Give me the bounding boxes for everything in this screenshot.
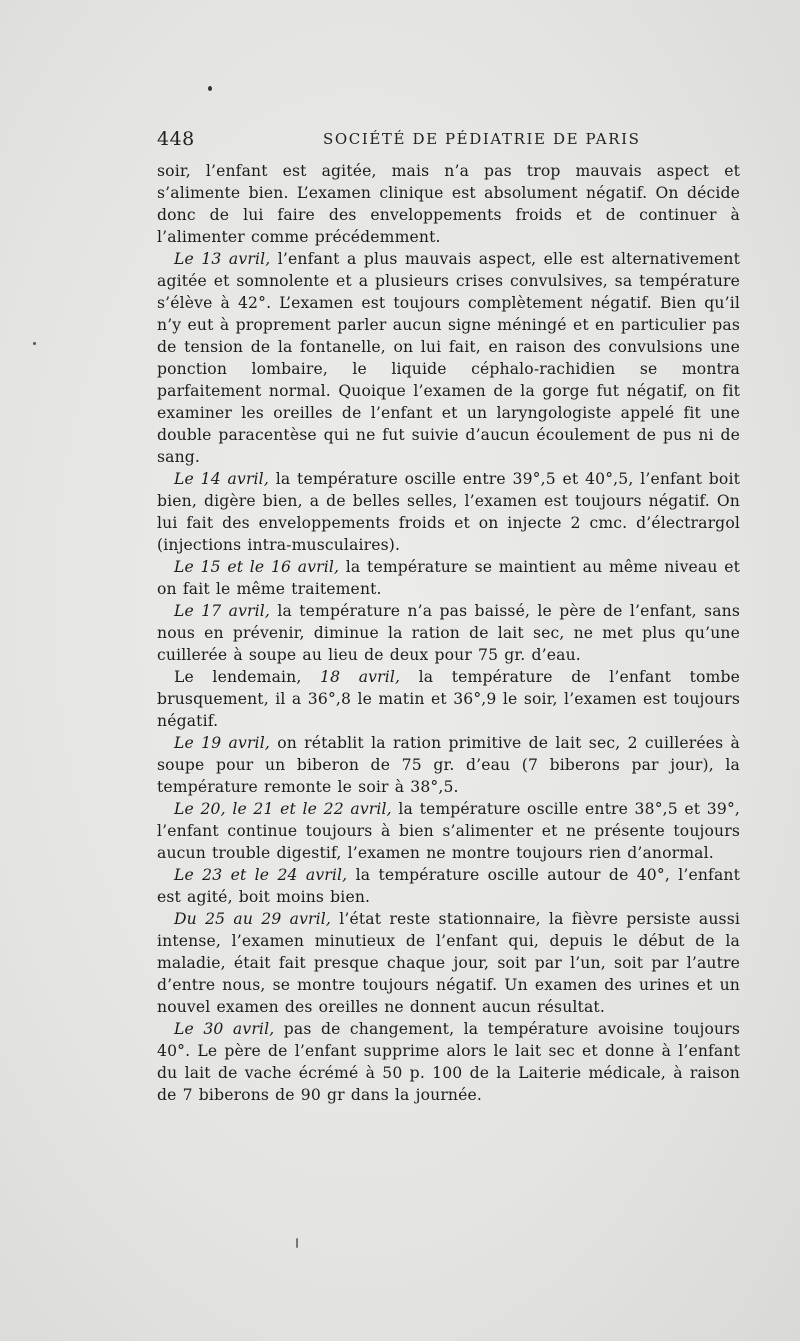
date-label: 18 avril,: [320, 668, 401, 686]
paragraph-text: la température se maintient au même niveau et on fait le même traitement.: [157, 558, 740, 598]
ink-speck: [33, 342, 36, 345]
paragraph-text: pas de changement, la température avoisine toujours 40°. Le père de l’enfant supprime alors le lait sec et donne à l’enfant du lait de vache écrémé à 50 p. 100 de la Laiterie médicale, à raison de 7 biberons de 90 gr dans la journée.: [157, 1020, 741, 1104]
paragraph-text: la température oscille autour de 40°, l’enfant est agité, boit moins bien.: [157, 866, 740, 906]
date-label: Le 30 avril,: [174, 1020, 275, 1038]
paragraph: [157, 732, 740, 798]
paragraph-text: soir, l’enfant est agitée, mais n’a pas trop mauvais aspect et s’alimente bien. L’examen clinique est absolument négatif. On décide donc de lui faire des enveloppements froids et de continuer à l’alimenter comme précédemment.: [157, 162, 740, 246]
paragraph-lead: Le lendemain,: [174, 668, 321, 686]
paragraph: [157, 556, 740, 600]
paragraph-text: la température de l’enfant tombe brusquement, il a 36°,8 le matin et 36°,9 le soir, l’examen est toujours négatif.: [157, 668, 740, 730]
date-label: Le 15 et le 16 avril,: [174, 558, 340, 576]
paragraph-text: la température oscille entre 39°,5 et 40°,5, l’enfant boit bien, digère bien, a de belles selles, l’examen est toujours négatif. On lui fait des enveloppements froids et on injecte 2 cmc. d’électrargol (injections intra-musculaires).: [157, 470, 740, 554]
page-header: [157, 128, 740, 152]
paragraph: [157, 600, 740, 666]
paragraph-text: l’état reste stationnaire, la fièvre persiste aussi intense, l’examen minutieux de l’enfant qui, depuis le début de la maladie, était fait presque chaque jour, soit par l’un, soit par l’autre d’entre nous, se montre toujours négatif. Un examen des urines et un nouvel examen des oreilles ne donnent aucun résultat.: [157, 910, 740, 1016]
ink-speck: [208, 86, 212, 91]
date-label: Le 20, le 21 et le 22 avril,: [174, 800, 392, 818]
paragraph: [157, 248, 740, 468]
paragraph-text: on rétablit la ration primitive de lait sec, 2 cuillerées à soupe pour un biberon de 75 gr. d’eau (7 biberons par jour), la température remonte le soir à 38°,5.: [157, 734, 740, 796]
paragraph: [157, 1018, 740, 1106]
date-label: Le 17 avril,: [174, 602, 271, 620]
paragraph: [157, 864, 740, 908]
date-label: Le 14 avril,: [174, 470, 269, 488]
paragraph-text: l’enfant a plus mauvais aspect, elle est alternativement agitée et somnolente et a plusieurs crises convulsives, sa température s’élève à 42°. L’examen est toujours complètement négatif. Bien qu’il n’y eut à proprement parler aucun signe méningé et en particulier pas de tension de la fontanelle, on lui fait, en raison des convulsions une ponction lombaire, le liquide céphalo-rachidien se montra parfaitement normal. Quoique l’examen de la gorge fut négatif, on fit examiner les oreilles de l’enfant et un laryngologiste appelé fit une double paracentèse qui ne fut suivie d’aucun écoulement de pus ni de sang.: [157, 250, 740, 466]
paragraph: [157, 468, 740, 556]
paragraph: [157, 160, 740, 248]
paragraph-text: la température n’a pas baissé, le père de l’enfant, sans nous en prévenir, diminue la ration de lait sec, ne met plus qu’une cuillerée à soupe au lieu de deux pour 75 gr. d’eau.: [157, 602, 740, 664]
ink-speck: [296, 1238, 298, 1248]
paragraph: [157, 798, 740, 864]
page-number: 448: [157, 128, 195, 150]
body-text: [157, 160, 740, 1106]
running-title: SOCIÉTÉ DE PÉDIATRIE DE PARIS: [323, 130, 641, 148]
paragraph-text: la température oscille entre 38°,5 et 39°, l’enfant continue toujours à bien s’alimenter et ne présente toujours aucun trouble digestif, l’examen ne montre toujours rien d’anormal.: [157, 800, 741, 862]
date-label: Du 25 au 29 avril,: [174, 910, 332, 928]
date-label: Le 13 avril,: [174, 250, 271, 268]
paragraph: [157, 666, 740, 732]
date-label: Le 19 avril,: [174, 734, 270, 752]
date-label: Le 23 et le 24 avril,: [174, 866, 348, 884]
paragraph: [157, 908, 740, 1018]
